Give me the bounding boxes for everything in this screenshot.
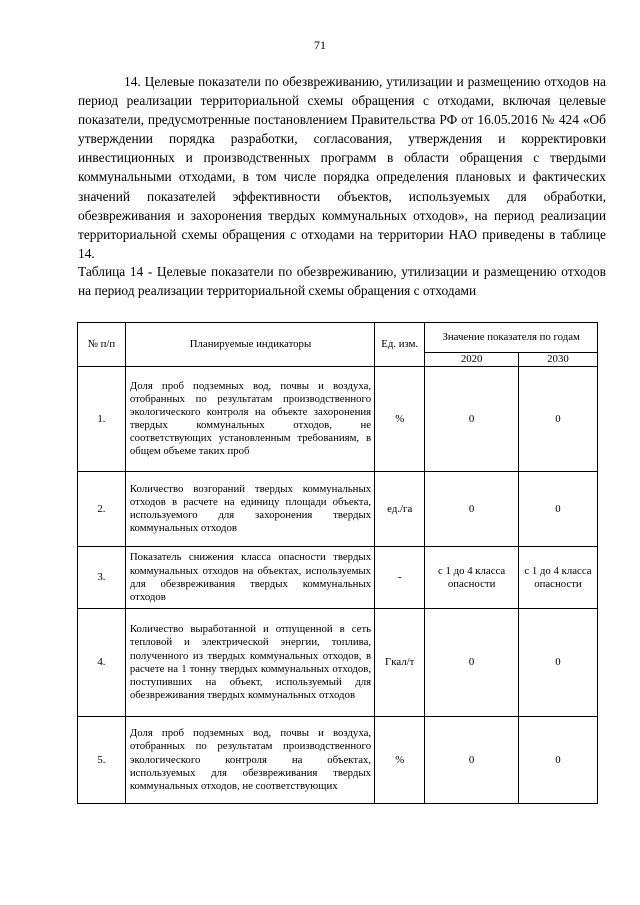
row-indicator: Доля проб подземных вод, почвы и воздуха, отобранных по результатам производственного экологического контроля на объекте захоронения твердых коммунальных отходов, не соответствующих установленным требованиям, в общем объеме таких проб bbox=[125, 367, 374, 472]
row-unit: Гкал/т bbox=[375, 609, 425, 717]
row-value-2020: с 1 до 4 класса опасности bbox=[425, 547, 519, 609]
table-row bbox=[78, 367, 598, 472]
row-num: 2. bbox=[78, 472, 126, 547]
table-row bbox=[78, 717, 598, 804]
row-value-2020: 0 bbox=[425, 472, 519, 547]
row-value-2030: 0 bbox=[518, 609, 597, 717]
row-value-2030: с 1 до 4 класса опасности bbox=[518, 547, 597, 609]
row-num: 5. bbox=[78, 717, 126, 804]
row-num: 4. bbox=[78, 609, 126, 717]
row-value-2030: 0 bbox=[518, 367, 597, 472]
row-indicator: Количество выработанной и отпущенной в сеть тепловой и электрической энергии, топлива, полученного из твердых коммунальных отходов, в расчете на 1 тонну твердых коммунальных отходов, поступивших на объект, используемый для обезвреживания твердых коммунальных отходов bbox=[125, 609, 374, 717]
row-value-2020: 0 bbox=[425, 367, 519, 472]
row-indicator: Показатель снижения класса опасности твердых коммунальных отходов на объектах, используемых для обезвреживания твердых коммунальных отходов bbox=[125, 547, 374, 609]
row-num: 1. bbox=[78, 367, 126, 472]
table-row bbox=[78, 547, 598, 609]
row-value-2020: 0 bbox=[425, 609, 519, 717]
row-indicator: Доля проб подземных вод, почвы и воздуха, отобранных по результатам производственного экологического контроля на объектах, используемых для обезвреживания твердых коммунальных отходов, не соответствующих bbox=[125, 717, 374, 804]
row-indicator: Количество возгораний твердых коммунальных отходов в расчете на единицу площади объекта, используемого для захоронения твердых коммунальных отходов bbox=[125, 472, 374, 547]
row-unit: % bbox=[375, 717, 425, 804]
section-paragraph: 14. Целевые показатели по обезвреживанию, утилизации и размещению отходов на период реализации территориальной схемы обращения с отходами, включая целевые показатели, предусмотренные постановлением Правительства РФ от 16.05.2016 № 424 «Об утверждении порядка разработки, согласования, утверждения и корректировки инвестиционных и производственных программ в области обращения с твердыми коммунальными отходами, в том числе порядка определения плановых и фактических значений показателей эффективности объектов, используемых для обработки, обезвреживания и захоронения твердых коммунальных отходов», на период реализации территориальной схемы обращения с отходами на территории НАО приведены в таблице 14. bbox=[78, 74, 606, 261]
header-unit: Ед. изм. bbox=[375, 323, 425, 367]
header-num: № п/п bbox=[78, 323, 126, 367]
row-num: 3. bbox=[78, 547, 126, 609]
row-unit: - bbox=[375, 547, 425, 609]
row-unit: % bbox=[375, 367, 425, 472]
page-number: 71 bbox=[314, 38, 326, 52]
table-row bbox=[78, 472, 598, 547]
row-unit: ед./га bbox=[375, 472, 425, 547]
header-year-2030: 2030 bbox=[518, 353, 597, 367]
header-year-2020: 2020 bbox=[425, 353, 519, 367]
row-value-2030: 0 bbox=[518, 472, 597, 547]
table-caption: Таблица 14 - Целевые показатели по обезвреживанию, утилизации и размещению отходов на период реализации территориальной схемы обращения с отходами bbox=[78, 264, 606, 298]
row-value-2030: 0 bbox=[518, 717, 597, 804]
table-row bbox=[78, 609, 598, 717]
header-value-group: Значение показателя по годам bbox=[425, 323, 598, 353]
targets-table bbox=[77, 322, 598, 804]
row-value-2020: 0 bbox=[425, 717, 519, 804]
header-indicator: Планируемые индикаторы bbox=[125, 323, 374, 367]
